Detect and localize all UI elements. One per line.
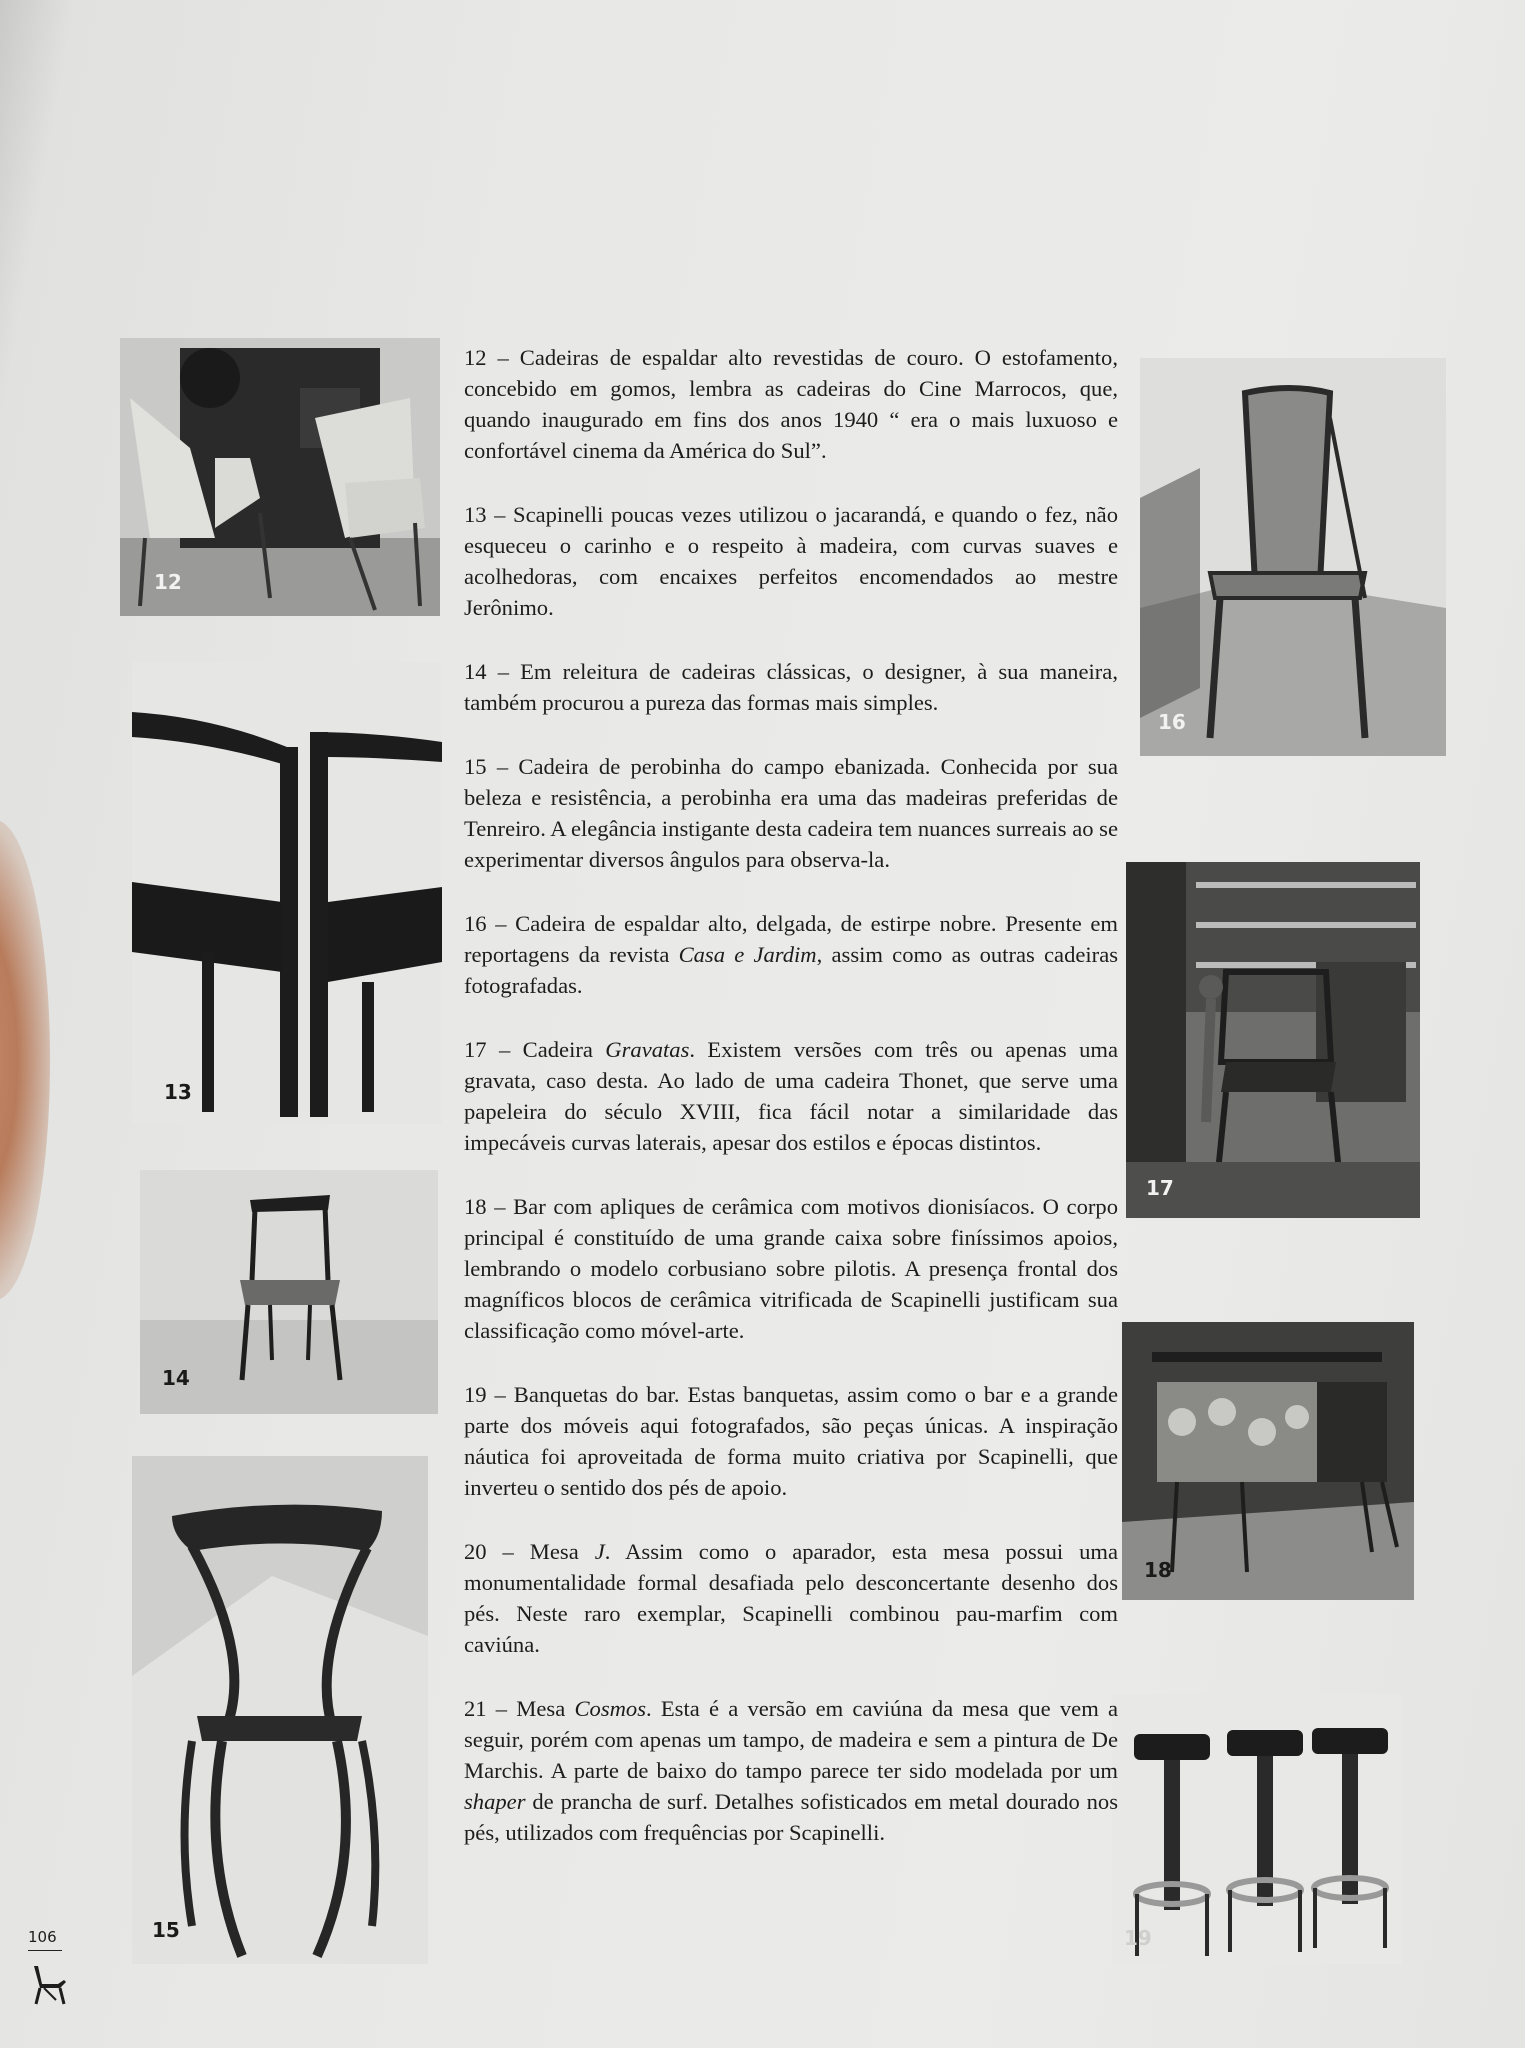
figure-number: 14 — [162, 1366, 190, 1390]
chair-logo-icon — [30, 1962, 70, 2006]
caption-21: 21 – Mesa Cosmos. Esta é a versão em caviúna da mesa que vem a seguir, porém com apenas um tampo, de madeira e sem a pintura de De Marchis. A parte de baixo do tampo parece ter sido modelada por um shaper de prancha de surf. Detalhes sofisticados em metal dourado nos pés, utilizados com frequências por Scapinelli. — [464, 1696, 1119, 1845]
photo-13-jacaranda-chairs — [132, 662, 442, 1124]
captions-column — [464, 342, 1118, 1881]
figure-number: 12 — [154, 570, 182, 594]
caption-20: 20 – Mesa J. Assim como o aparador, esta mesa possui uma monumentalidade formal desafiada pelo desconcertante desenho dos pés. Neste raro exemplar, Scapinelli combinou pau-marfim com caviúna. — [464, 1539, 1118, 1657]
figure-number: 16 — [1158, 710, 1186, 734]
figure-number: 17 — [1146, 1176, 1174, 1200]
caption-15: 15 – Cadeira de perobinha do campo ebanizada. Conhecida por sua beleza e resistência, a perobinha era uma das madeiras preferidas de Tenreiro. A elegância instigante desta cadeira tem nuances surreais ao se experimentar diversos ângulos para observa-la. — [464, 754, 1118, 872]
thumb-shadow — [0, 820, 50, 1300]
caption-14: 14 – Em releitura de cadeiras clássicas, o designer, à sua maneira, também procurou a pureza das formas mais simples. — [464, 659, 1118, 715]
figure-number: 15 — [152, 1918, 180, 1942]
photo-19-bar-stools — [1112, 1694, 1402, 1964]
caption-17: 17 – Cadeira Gravatas. Existem versões com três ou apenas uma gravata, caso desta. Ao lado de uma cadeira Thonet, que serve uma papeleira do século XVIII, fica fácil notar a similaridade das impecáveis curvas laterais, apesar dos estilos e épocas distintos. — [464, 1037, 1119, 1155]
caption-19: 19 – Banquetas do bar. Estas banquetas, assim como o bar e a grande parte dos móveis aqui fotografados, são peças únicas. A inspiração náutica foi aproveitada de forma muito criativa por Scapinelli, que inverteu o sentido dos pés de apoio. — [464, 1382, 1118, 1500]
photo-12-cinema-chairs — [120, 338, 440, 616]
photo-16-high-back-chair — [1140, 358, 1446, 756]
caption-16: 16 – Cadeira de espaldar alto, delgada, de estirpe nobre. Presente em reportagens da revista Casa e Jardim, assim como as outras cadeiras fotografadas. — [464, 911, 1119, 998]
figure-number: 18 — [1144, 1558, 1172, 1582]
caption-13: 13 – Scapinelli poucas vezes utilizou o jacarandá, e quando o fez, não esqueceu o carinho e o respeito à madeira, com curvas suaves e acolhedoras, com encaixes perfeitos encomendados ao mestre Jerônimo. — [464, 502, 1118, 620]
figure-number: 19 — [1124, 1926, 1152, 1950]
photo-15-perobinha-chair — [132, 1456, 428, 1964]
page-number: 106 — [28, 1928, 57, 1946]
photo-14-classic-chair — [140, 1170, 438, 1414]
caption-18: 18 – Bar com apliques de cerâmica com motivos dionisíacos. O corpo principal é constituído de uma grande caixa sobre finíssimos apoios, lembrando o modelo corbusiano sobre pilotis. A presença frontal dos magníficos blocos de cerâmica vitrificada de Scapinelli justificam sua classificação como móvel-arte. — [464, 1194, 1118, 1343]
photo-18-ceramic-bar — [1122, 1322, 1414, 1600]
caption-12: 12 – Cadeiras de espaldar alto revestidas de couro. O estofamento, concebido em gomos, lembra as cadeiras do Cine Marrocos, que, quando inaugurado em fins dos anos 1940 “ era o mais luxuoso e confortável cinema da América do Sul”. — [464, 345, 1118, 463]
photo-17-gravatas-chair — [1126, 862, 1420, 1218]
folio-rule — [28, 1950, 62, 1951]
figure-number: 13 — [164, 1080, 192, 1104]
